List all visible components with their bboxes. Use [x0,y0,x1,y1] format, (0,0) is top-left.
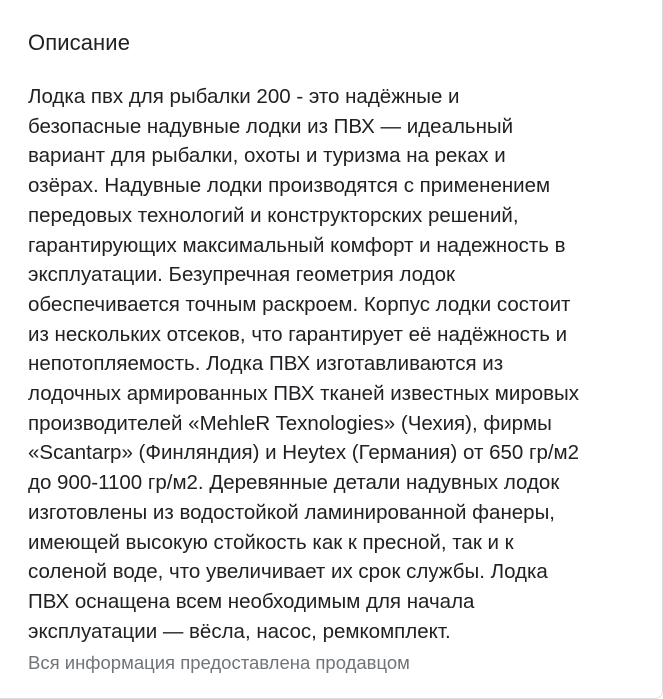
section-title: Описание [28,30,131,55]
description-line: изготовлены из водостойкой ламинированной фанеры, [28,500,556,524]
description-line: производителей «MehleR Texnologies» (Чехия), фирмы [28,411,552,435]
description-line: безопасные надувные лодки из ПВХ — идеальный [28,114,514,138]
description-line: передовых технологий и конструкторских решений, [28,203,519,227]
description-line: озёрах. Надувные лодки производятся с применением [28,174,551,198]
description-line: из нескольких отсеков, что гарантирует её надёжность и [28,322,568,346]
description-line: гарантирующих максимальный комфорт и надежность в [28,233,566,257]
description-line: вариант для рыбалки, охоты и туризма на реках и [28,144,506,168]
description-line: соленой воде, что увеличивает их срок службы. Лодка [28,560,548,584]
description-line: «Scantarp» (Финляндия) и Heytex (Германия) от 650 гр/м2 [28,441,580,465]
description-line: лодочных армированных ПВХ тканей известных мировых [28,382,579,406]
description-line: до 900-1100 гр/м2. Деревянные детали надувных лодок [28,471,560,495]
seller-info-note: Вся информация предоставлена продавцом [28,652,410,673]
description-line: эксплуатации. Безупречная геометрия лодок [28,263,455,287]
description-line: имеющей высокую стойкость как к пресной, так и к [28,530,514,554]
description-line: эксплуатации — вёсла, насос, ремкомплект. [28,619,451,643]
description-line: ПВХ оснащена всем необходимым для начала [28,589,475,613]
description-text [28,82,640,646]
description-line: непотопляемость. Лодка ПВХ изготавливаются из [28,352,504,376]
description-line: Лодка пвх для рыбалки 200 - это надёжные и [28,85,460,108]
description-line: обеспечивается точным раскроем. Корпус лодки состоит [28,292,571,316]
